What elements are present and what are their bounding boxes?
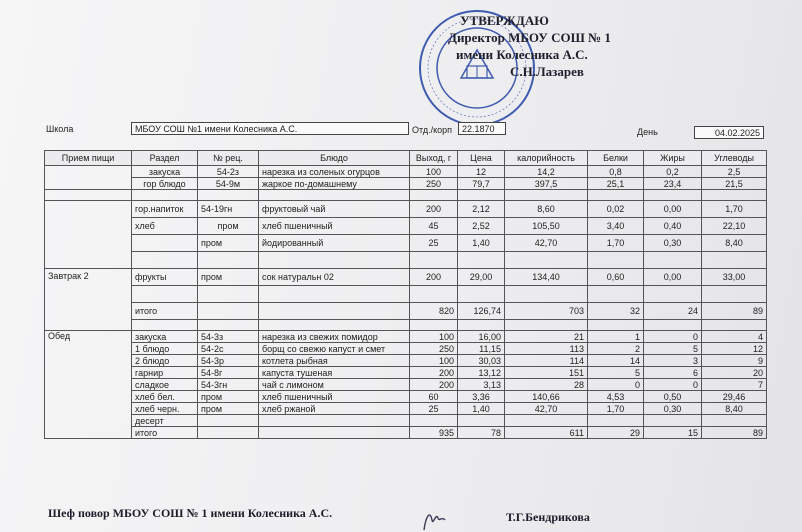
kcal-cell: 134,40 xyxy=(505,269,588,286)
protein-cell: 0,60 xyxy=(588,269,644,286)
total-row xyxy=(45,303,767,320)
section-cell: десерт xyxy=(132,415,198,427)
section-cell: хлеб бел. xyxy=(132,391,198,403)
dish-cell: чай с лимоном xyxy=(259,379,410,391)
kcal-cell: 151 xyxy=(505,367,588,379)
carbs-cell: 2,5 xyxy=(702,166,767,178)
dish-cell: хлеб пшеничный xyxy=(259,218,410,235)
weight-cell: 100 xyxy=(410,331,458,343)
fat-cell: 5 xyxy=(644,343,702,355)
kcal-cell: 28 xyxy=(505,379,588,391)
column-header: Выход, г xyxy=(410,151,458,166)
recipe-cell: 54-8г xyxy=(198,367,259,379)
column-header: № рец. xyxy=(198,151,259,166)
carbs-cell: 4 xyxy=(702,331,767,343)
weight-cell: 60 xyxy=(410,391,458,403)
table-row xyxy=(45,403,767,415)
total-carbs: 89 xyxy=(702,427,767,439)
carbs-cell: 29,46 xyxy=(702,391,767,403)
carbs-cell: 21,5 xyxy=(702,178,767,190)
dish-cell: капуста тушеная xyxy=(259,367,410,379)
recipe-cell: 54-19гн xyxy=(198,201,259,218)
column-header: Раздел xyxy=(132,151,198,166)
carbs-cell: 8,40 xyxy=(702,403,767,415)
recipe-cell: пром xyxy=(198,391,259,403)
section-cell: сладкое xyxy=(132,379,198,391)
fat-cell: 3 xyxy=(644,355,702,367)
table-row xyxy=(45,218,767,235)
dish-cell: сок натуральн 02 xyxy=(259,269,410,286)
day-label: День xyxy=(637,127,658,137)
section-cell: гор блюдо xyxy=(132,178,198,190)
kcal-cell: 105,50 xyxy=(505,218,588,235)
recipe-cell: 54-2з xyxy=(198,166,259,178)
protein-cell: 0,8 xyxy=(588,166,644,178)
approval-title: УТВЕРЖДАЮ xyxy=(460,13,549,28)
signature-icon xyxy=(418,506,448,532)
carbs-cell: 20 xyxy=(702,367,767,379)
column-header: Углеводы xyxy=(702,151,767,166)
dish-cell: нарезка из свежих помидор xyxy=(259,331,410,343)
kcal-cell: 42,70 xyxy=(505,235,588,252)
total-protein: 32 xyxy=(588,303,644,320)
price-cell: 29,00 xyxy=(458,269,505,286)
kcal-cell: 42,70 xyxy=(505,403,588,415)
approval-director: Директор МБОУ СОШ № 1 xyxy=(448,30,611,45)
recipe-cell: пром xyxy=(198,218,259,235)
section-cell: гор.напиток xyxy=(132,201,198,218)
spacer-row xyxy=(45,252,767,269)
protein-cell: 0 xyxy=(588,379,644,391)
meal-cell: Обед xyxy=(45,331,132,439)
price-cell: 1,40 xyxy=(458,235,505,252)
section-cell: закуска xyxy=(132,166,198,178)
total-carbs: 89 xyxy=(702,303,767,320)
recipe-cell: 54-3р xyxy=(198,355,259,367)
kcal-cell: 8,60 xyxy=(505,201,588,218)
section-cell: 1 блюдо xyxy=(132,343,198,355)
total-weight: 935 xyxy=(410,427,458,439)
carbs-cell: 1,70 xyxy=(702,201,767,218)
day-value: 04.02.2025 xyxy=(694,126,764,139)
column-header: Цена xyxy=(458,151,505,166)
recipe-cell: 54-3гн xyxy=(198,379,259,391)
fat-cell: 0 xyxy=(644,331,702,343)
table-row xyxy=(45,367,767,379)
protein-cell: 14 xyxy=(588,355,644,367)
dish-cell: жаркое по-домашнему xyxy=(259,178,410,190)
table-row xyxy=(45,331,767,343)
weight-cell: 25 xyxy=(410,235,458,252)
protein-cell: 3,40 xyxy=(588,218,644,235)
approval-block xyxy=(448,12,678,80)
protein-cell: 1,70 xyxy=(588,403,644,415)
protein-cell: 5 xyxy=(588,367,644,379)
total-price: 126,74 xyxy=(458,303,505,320)
carbs-cell: 7 xyxy=(702,379,767,391)
price-cell: 12 xyxy=(458,166,505,178)
recipe-cell: 54-9м xyxy=(198,178,259,190)
section-cell: 2 блюдо xyxy=(132,355,198,367)
weight-cell: 45 xyxy=(410,218,458,235)
section-cell: хлеб черн. xyxy=(132,403,198,415)
section-cell: закуска xyxy=(132,331,198,343)
weight-cell: 250 xyxy=(410,343,458,355)
recipe-cell: пром xyxy=(198,403,259,415)
total-fat: 15 xyxy=(644,427,702,439)
spacer-row xyxy=(45,286,767,303)
section-cell: фрукты xyxy=(132,269,198,286)
total-price: 78 xyxy=(458,427,505,439)
fat-cell: 0,30 xyxy=(644,403,702,415)
price-cell: 2,52 xyxy=(458,218,505,235)
weight-cell: 200 xyxy=(410,367,458,379)
weight-cell: 25 xyxy=(410,403,458,415)
table-row xyxy=(45,379,767,391)
meal-cell: Завтрак 2 xyxy=(45,269,132,331)
price-cell: 11,15 xyxy=(458,343,505,355)
approval-school: имени Колесника А.С. xyxy=(456,47,588,62)
protein-cell: 4,53 xyxy=(588,391,644,403)
dish-cell: котлета рыбная xyxy=(259,355,410,367)
table-row xyxy=(45,415,767,427)
chef-name: Т.Г.Бендрикова xyxy=(506,510,590,524)
table-row xyxy=(45,201,767,218)
meal-cell xyxy=(45,166,132,190)
weight-cell: 200 xyxy=(410,269,458,286)
dish-cell: хлеб пшеничный xyxy=(259,391,410,403)
dept-value: 22.1870 xyxy=(458,122,506,135)
carbs-cell: 22,10 xyxy=(702,218,767,235)
column-header: Жиры xyxy=(644,151,702,166)
meal-cell xyxy=(45,201,132,269)
table-header-row xyxy=(45,151,767,166)
table-row xyxy=(45,343,767,355)
section-cell: гарнир xyxy=(132,367,198,379)
kcal-cell: 397,5 xyxy=(505,178,588,190)
dish-cell: хлеб ржаной xyxy=(259,403,410,415)
protein-cell: 1,70 xyxy=(588,235,644,252)
fat-cell: 0,00 xyxy=(644,201,702,218)
carbs-cell: 8,40 xyxy=(702,235,767,252)
carbs-cell: 12 xyxy=(702,343,767,355)
school-label: Школа xyxy=(46,124,74,134)
total-label: итого xyxy=(132,303,198,320)
spacer-row xyxy=(45,320,767,331)
table-row xyxy=(45,391,767,403)
table-row xyxy=(45,178,767,190)
protein-cell: 25,1 xyxy=(588,178,644,190)
total-row xyxy=(45,427,767,439)
weight-cell: 200 xyxy=(410,201,458,218)
table-row xyxy=(45,166,767,178)
price-cell: 30,03 xyxy=(458,355,505,367)
recipe-cell: пром xyxy=(198,269,259,286)
price-cell: 79,7 xyxy=(458,178,505,190)
total-fat: 24 xyxy=(644,303,702,320)
price-cell: 13,12 xyxy=(458,367,505,379)
weight-cell: 200 xyxy=(410,379,458,391)
protein-cell: 2 xyxy=(588,343,644,355)
approval-signer: С.Н.Лазарев xyxy=(510,64,584,79)
column-header: Белки xyxy=(588,151,644,166)
table-row xyxy=(45,355,767,367)
kcal-cell: 140,66 xyxy=(505,391,588,403)
weight-cell: 100 xyxy=(410,355,458,367)
fat-cell: 23,4 xyxy=(644,178,702,190)
fat-cell: 0,2 xyxy=(644,166,702,178)
fat-cell: 0,40 xyxy=(644,218,702,235)
section-cell: хлеб xyxy=(132,218,198,235)
price-cell: 3,36 xyxy=(458,391,505,403)
fat-cell: 0,30 xyxy=(644,235,702,252)
kcal-cell: 14,2 xyxy=(505,166,588,178)
column-header: калорийность xyxy=(505,151,588,166)
dish-cell: борщ со свежю капуст и смет xyxy=(259,343,410,355)
fat-cell: 0,50 xyxy=(644,391,702,403)
recipe-cell: пром xyxy=(198,235,259,252)
kcal-cell: 113 xyxy=(505,343,588,355)
recipe-cell: 54-2с xyxy=(198,343,259,355)
total-label: итого xyxy=(132,427,198,439)
fat-cell: 6 xyxy=(644,367,702,379)
carbs-cell: 9 xyxy=(702,355,767,367)
column-header: Блюдо xyxy=(259,151,410,166)
dish-cell: фруктовый чай xyxy=(259,201,410,218)
spacer-row xyxy=(45,190,767,201)
school-value: МБОУ СОШ №1 имени Колесника А.С. xyxy=(131,122,409,135)
section-cell xyxy=(132,235,198,252)
recipe-cell: 54-3з xyxy=(198,331,259,343)
protein-cell: 1 xyxy=(588,331,644,343)
menu-table xyxy=(44,150,767,439)
dept-label: Отд./корп xyxy=(412,125,452,135)
weight-cell: 250 xyxy=(410,178,458,190)
price-cell: 1,40 xyxy=(458,403,505,415)
fat-cell: 0 xyxy=(644,379,702,391)
chef-caption: Шеф повор МБОУ СОШ № 1 имени Колесника А.С. xyxy=(48,506,333,520)
total-kcal: 611 xyxy=(505,427,588,439)
fat-cell: 0,00 xyxy=(644,269,702,286)
table-row xyxy=(45,235,767,252)
dish-cell: нарезка из соленых огурцов xyxy=(259,166,410,178)
kcal-cell: 114 xyxy=(505,355,588,367)
protein-cell: 0,02 xyxy=(588,201,644,218)
dish-cell: йодированный xyxy=(259,235,410,252)
carbs-cell: 33,00 xyxy=(702,269,767,286)
total-protein: 29 xyxy=(588,427,644,439)
price-cell: 2,12 xyxy=(458,201,505,218)
weight-cell: 100 xyxy=(410,166,458,178)
price-cell: 3,13 xyxy=(458,379,505,391)
column-header: Прием пищи xyxy=(45,151,132,166)
total-kcal: 703 xyxy=(505,303,588,320)
table-row xyxy=(45,269,767,286)
kcal-cell: 21 xyxy=(505,331,588,343)
price-cell: 16,00 xyxy=(458,331,505,343)
total-weight: 820 xyxy=(410,303,458,320)
